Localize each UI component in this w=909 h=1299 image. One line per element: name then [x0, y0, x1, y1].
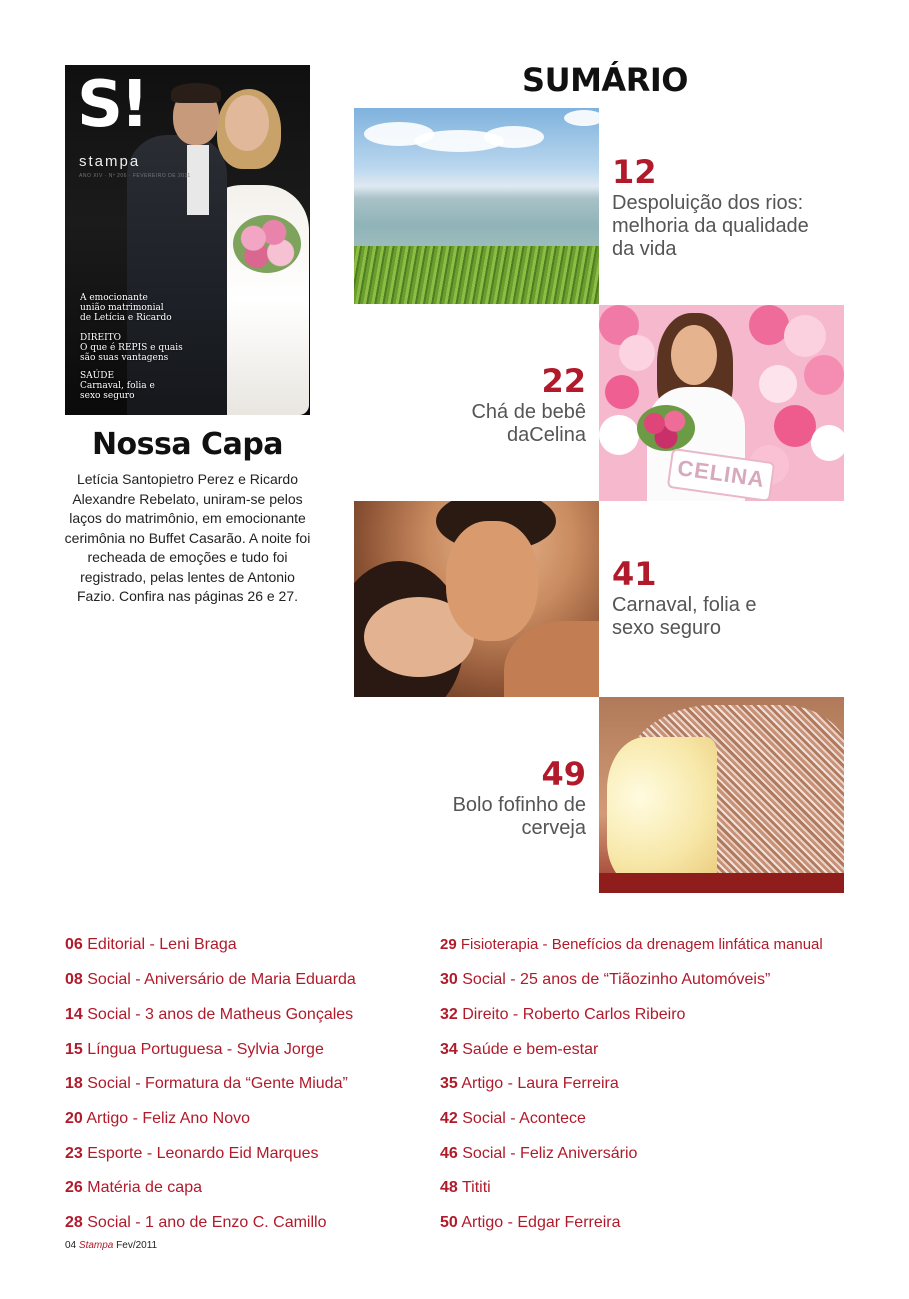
- balloon: [599, 415, 639, 455]
- toc-title: Língua Portuguesa - Sylvia Jorge: [87, 1041, 324, 1058]
- toc-title: Fisioterapia - Benefícios da drenagem linfática manual: [460, 936, 823, 953]
- feature-photo-beer-cake: [599, 697, 844, 893]
- toc-title: Social - Aniversário de Maria Eduarda: [87, 971, 356, 988]
- cover-groom-shirt: [187, 145, 209, 215]
- feature-page-number[interactable]: 12: [612, 153, 657, 191]
- toc-page-number: 26: [65, 1179, 83, 1196]
- toc-page-number: 50: [440, 1214, 458, 1231]
- toc-title: Social - Feliz Aniversário: [462, 1145, 638, 1162]
- cover-logo-word: stampa: [79, 153, 141, 170]
- feature-page-number[interactable]: 22: [541, 362, 586, 400]
- cover-groom-hair: [171, 83, 221, 103]
- toc-page-number: 34: [440, 1041, 458, 1058]
- toc-page-number: 35: [440, 1075, 458, 1092]
- toc-title: Social - Formatura da “Gente Miuda”: [87, 1075, 348, 1092]
- toc-item[interactable]: [65, 1073, 348, 1095]
- toc-page-number: 46: [440, 1145, 458, 1162]
- photo-woman-face: [671, 325, 717, 385]
- balloon: [749, 305, 789, 345]
- toc-page-number: 14: [65, 1006, 83, 1023]
- toc-title: Tititi: [461, 1179, 491, 1196]
- toc-item[interactable]: [440, 1039, 598, 1061]
- toc-item[interactable]: [440, 1212, 621, 1234]
- toc-page-number: 32: [440, 1006, 458, 1023]
- toc-title: Editorial - Leni Braga: [87, 936, 237, 953]
- balloon: [811, 425, 844, 461]
- toc-title: Artigo - Feliz Ano Novo: [86, 1110, 250, 1127]
- feature-photo-baby-shower: [599, 305, 844, 501]
- nossa-capa-text: Letícia Santopietro Perez e Ricardo Alexandre Rebelato, uniram-se pelos laços do matrimônio, em emocionante cerimônia no Buffet Casarão. A noite foi recheada de emoções e tudo foi registrado, pelas lentes de Antonio Fazio. Confira nas páginas 26 e 27.: [64, 471, 311, 604]
- cover-logo-issue: ANO XIV · Nº 206 · FEVEREIRO DE 2011: [79, 173, 191, 179]
- toc-title: Matéria de capa: [87, 1179, 202, 1196]
- cover-bouquet: [233, 215, 301, 273]
- toc-item[interactable]: [440, 969, 770, 991]
- toc-item[interactable]: [65, 934, 237, 956]
- toc-item[interactable]: [65, 1004, 353, 1026]
- photo-flowers: [637, 405, 695, 451]
- page-footer: [65, 1240, 157, 1252]
- feature-page-number[interactable]: 49: [541, 755, 586, 793]
- feature-title[interactable]: Chá de bebê daCelina: [471, 401, 586, 446]
- toc-item[interactable]: [65, 1143, 319, 1165]
- photo-plate: [599, 873, 844, 893]
- cover-image: [65, 65, 310, 415]
- toc-item[interactable]: [440, 1004, 685, 1026]
- toc-page-number: 20: [65, 1110, 83, 1127]
- toc-title: Social - Acontece: [462, 1110, 586, 1127]
- toc-item[interactable]: [65, 1212, 326, 1234]
- balloon: [605, 375, 639, 409]
- balloon: [804, 355, 844, 395]
- toc-title: Artigo - Edgar Ferreira: [461, 1214, 621, 1231]
- toc-title: Esporte - Leonardo Eid Marques: [87, 1145, 319, 1162]
- feature-photo-river: [354, 108, 599, 304]
- balloon: [619, 335, 655, 371]
- cover-headline-3: SAÚDE Carnaval, folia e sexo seguro: [80, 371, 155, 401]
- grass: [354, 246, 599, 304]
- toc-page-number: 15: [65, 1041, 83, 1058]
- feature-photo-couple-kiss: [354, 501, 599, 697]
- toc-title: Direito - Roberto Carlos Ribeiro: [462, 1006, 686, 1023]
- toc-page-number: 23: [65, 1145, 83, 1162]
- cover-bride-face: [225, 95, 269, 151]
- cloud: [564, 110, 599, 126]
- toc-title: Artigo - Laura Ferreira: [461, 1075, 619, 1092]
- photo-name-sign: CELINA: [667, 448, 776, 501]
- balloon: [784, 315, 826, 357]
- photo-man-face: [446, 521, 538, 641]
- cloud: [484, 126, 544, 148]
- toc-page-number: 06: [65, 936, 83, 953]
- toc-title: Social - 25 anos de “Tiãozinho Automóveis”: [462, 971, 771, 988]
- toc-item[interactable]: [440, 1143, 637, 1165]
- sumario-title: SUMÁRIO: [522, 61, 688, 99]
- footer-date: Fev/2011: [116, 1240, 158, 1251]
- footer-brand: Stampa: [78, 1240, 114, 1251]
- toc-page-number: 18: [65, 1075, 83, 1092]
- toc-item[interactable]: [65, 1177, 202, 1199]
- feature-title[interactable]: Bolo fofinho de cerveja: [452, 794, 586, 839]
- toc-item[interactable]: [65, 1108, 250, 1130]
- balloon: [759, 365, 797, 403]
- toc-page-number: 48: [440, 1179, 458, 1196]
- feature-title[interactable]: Despoluição dos rios: melhoria da qualidade da vida: [612, 192, 809, 260]
- toc-title: Social - 1 ano de Enzo C. Camillo: [87, 1214, 327, 1231]
- toc-page-number: 08: [65, 971, 83, 988]
- cover-headline-1: A emocionante união matrimonial de Letícia e Ricardo: [80, 293, 172, 323]
- toc-title: Saúde e bem-estar: [462, 1041, 599, 1058]
- toc-title: Social - 3 anos de Matheus Gonçales: [87, 1006, 354, 1023]
- photo-cake-crumb: [607, 737, 717, 887]
- toc-page-number: 28: [65, 1214, 83, 1231]
- feature-page-number[interactable]: 41: [612, 555, 657, 593]
- toc-item[interactable]: [440, 1073, 619, 1095]
- toc-item[interactable]: [65, 969, 356, 991]
- toc-page-number: 30: [440, 971, 458, 988]
- footer-page-number: 04: [65, 1240, 77, 1251]
- toc-item[interactable]: [440, 1177, 491, 1199]
- toc-page-number: 29: [440, 936, 457, 953]
- toc-item[interactable]: [440, 934, 823, 956]
- toc-item[interactable]: [440, 1108, 586, 1130]
- cover-headline-2: DIREITO O que é REPIS e quais são suas vantagens: [80, 333, 183, 363]
- nossa-capa-title: Nossa Capa: [91, 427, 284, 462]
- balloon: [774, 405, 816, 447]
- feature-title[interactable]: Carnaval, folia e sexo seguro: [612, 594, 757, 639]
- toc-item[interactable]: [65, 1039, 324, 1061]
- toc-page-number: 42: [440, 1110, 458, 1127]
- cover-logo: S!: [77, 68, 147, 142]
